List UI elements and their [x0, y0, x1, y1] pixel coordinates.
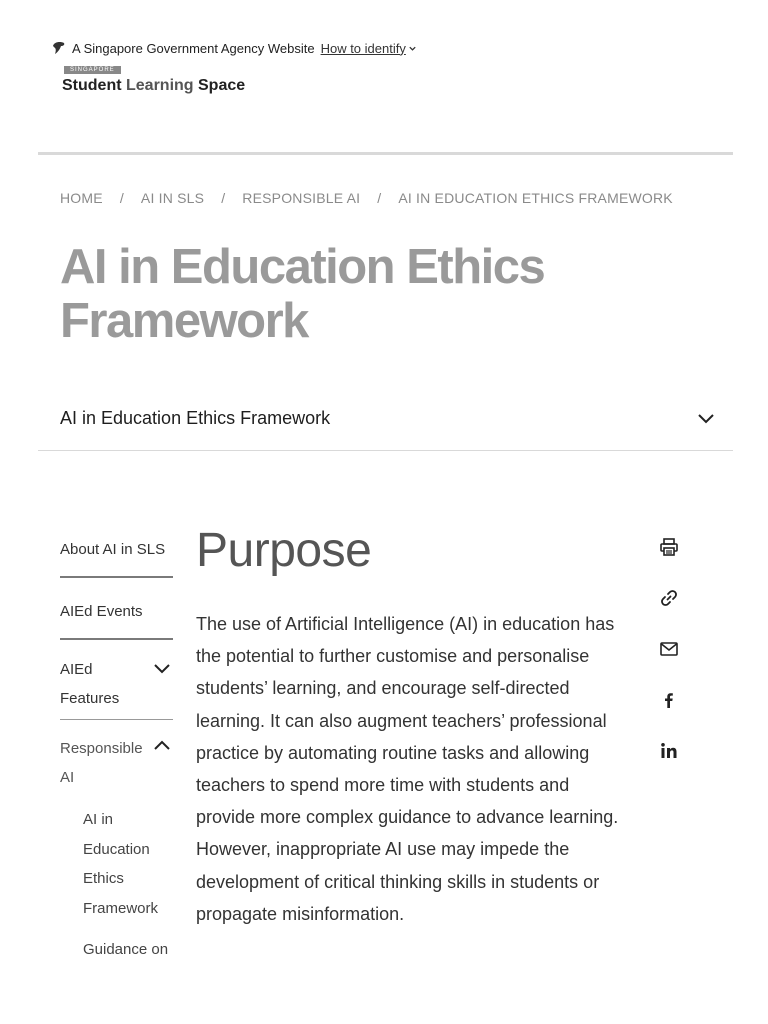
- breadcrumb-responsible-ai[interactable]: RESPONSIBLE AI: [242, 190, 361, 206]
- logo-word-student: Student: [62, 77, 122, 94]
- logo-word-learning: Learning: [121, 77, 194, 94]
- header-divider: [38, 152, 733, 155]
- email-share-button[interactable]: [655, 635, 683, 663]
- section-divider: [38, 450, 733, 451]
- sidenav-item-label: AIEd Events: [60, 603, 143, 620]
- masthead-text: A Singapore Government Agency Website: [72, 40, 315, 56]
- chevron-down-icon: [408, 44, 417, 53]
- sidenav-item-aied-events[interactable]: [60, 592, 173, 640]
- sidenav-subitem-ethics-framework[interactable]: AI in Education Ethics Framework: [83, 811, 159, 917]
- logo-word-space: Space: [193, 77, 246, 94]
- print-icon: [659, 537, 679, 557]
- chevron-down-icon: [696, 408, 716, 428]
- breadcrumb-separator: /: [377, 190, 382, 206]
- side-navigation: [60, 530, 173, 965]
- facebook-icon: [659, 690, 679, 710]
- logo-text: [62, 77, 245, 95]
- sidenav-item-about-ai[interactable]: [60, 530, 173, 578]
- how-to-identify-link[interactable]: [321, 41, 417, 56]
- sidenav-item-label: Responsible AI: [60, 740, 143, 786]
- section-dropdown[interactable]: [60, 400, 716, 436]
- sidenav-item-responsible-ai[interactable]: [60, 730, 173, 792]
- singapore-lion-icon: [52, 41, 66, 55]
- linkedin-share-button[interactable]: [655, 737, 683, 765]
- breadcrumb-separator: /: [119, 190, 124, 206]
- share-toolbar: [655, 533, 683, 788]
- mail-icon: [659, 639, 679, 659]
- chevron-up-icon: [153, 738, 171, 752]
- logo-badge: SINGAPORE: [64, 66, 121, 74]
- sidenav-item-label: About AI in SLS: [60, 541, 166, 558]
- breadcrumb-current: AI IN EDUCATION ETHICS FRAMEWORK: [398, 190, 673, 206]
- sidenav-item-aied-features[interactable]: [60, 654, 173, 720]
- sidenav-subitem-guidance[interactable]: Guidance on: [83, 941, 169, 958]
- breadcrumb-ai-in-sls[interactable]: AI IN SLS: [140, 190, 205, 206]
- site-logo[interactable]: [62, 58, 245, 95]
- link-icon: [659, 588, 679, 608]
- copy-link-button[interactable]: [655, 584, 683, 612]
- government-masthead: [52, 40, 417, 56]
- section-heading: Purpose: [196, 524, 372, 577]
- page-title: AI in Education Ethics Framework: [60, 240, 545, 348]
- facebook-share-button[interactable]: [655, 686, 683, 714]
- breadcrumb-separator: /: [221, 190, 226, 206]
- how-to-identify-label: How to identify: [320, 40, 406, 56]
- linkedin-icon: [659, 741, 679, 761]
- breadcrumb: [60, 190, 673, 206]
- section-paragraph: The use of Artificial Intelligence (AI) in education has the potential to further customise and personalise students’ learning, and encourage self-directed learning. It can also augment teachers’ professional practice by automating routine tasks and allowing teachers to spend more time with students and provide more complex guidance to advance learning. However, inappropriate AI use may impede the development of critical thinking skills in students or propagate misinformation.: [196, 614, 619, 924]
- chevron-down-icon: [153, 662, 171, 676]
- print-button[interactable]: [655, 533, 683, 561]
- section-dropdown-label: AI in Education Ethics Framework: [60, 407, 331, 428]
- sidenav-item-label: AIEd Features: [60, 661, 120, 707]
- breadcrumb-home[interactable]: HOME: [60, 190, 103, 206]
